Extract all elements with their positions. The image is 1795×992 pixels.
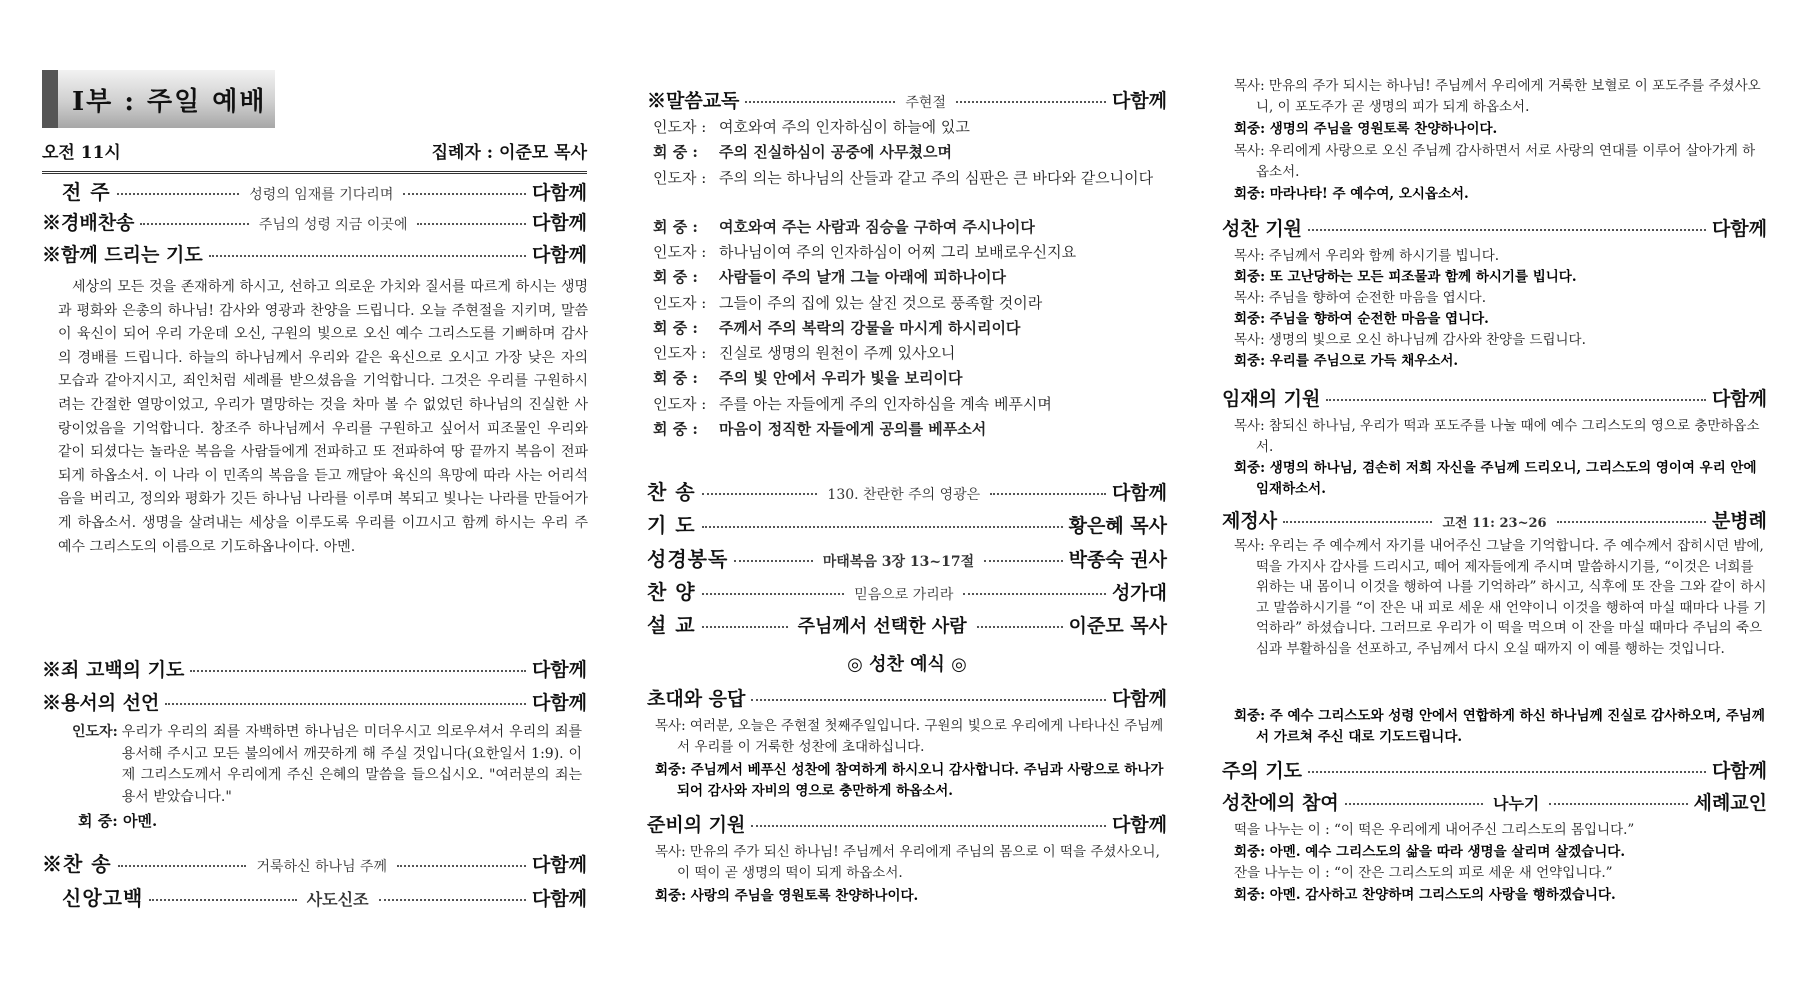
order-performer: 박종숙 권사 xyxy=(1068,549,1168,571)
order-label: ※함께 드리는 기도 xyxy=(42,244,203,266)
order-label: ※찬 송 xyxy=(42,852,112,876)
order-label: 성찬에의 참여 xyxy=(1222,792,1339,814)
order-item xyxy=(42,176,587,205)
order-label: ※용서의 선언 xyxy=(42,692,160,714)
leader-dots xyxy=(165,703,526,705)
order-performer: 이준모 목사 xyxy=(1068,615,1167,637)
leader-dots xyxy=(379,899,526,901)
responsive-leader xyxy=(653,116,1167,138)
leader-dots xyxy=(977,626,1063,628)
speaker-label: 인도자 : xyxy=(653,242,707,261)
speaker-label: 회 중 : xyxy=(653,268,698,287)
leader-dots xyxy=(1326,399,1706,401)
order-performer: 다함께 xyxy=(531,659,587,681)
order-performer: 다함께 xyxy=(531,244,587,266)
order-performer: 다함께 xyxy=(1711,388,1767,410)
order-performer: 다함께 xyxy=(531,888,588,910)
leader-dots xyxy=(734,560,813,562)
order-item xyxy=(647,810,1167,837)
order-item xyxy=(647,576,1167,605)
order-detail: 주현절 xyxy=(905,95,946,111)
responsive-congregation xyxy=(653,317,1167,339)
leader-dots xyxy=(209,255,526,257)
reading-text: 마음이 정직한 자들에게 공의를 베푸소서 xyxy=(719,420,987,438)
responsive-congregation xyxy=(653,141,1167,163)
order-item xyxy=(42,240,587,267)
order-label: 전 주 xyxy=(62,180,111,204)
order-item xyxy=(647,609,1167,638)
reading-text: 주께서 주의 복락의 강물을 마시게 하시리이다 xyxy=(719,318,1021,337)
service-info xyxy=(42,138,587,174)
speaker-label: 회 중 : xyxy=(653,420,698,438)
speaker-label: 회 중 : xyxy=(653,143,698,162)
leader-line: 잔을 나누는 이 : “이 잔은 그리스도의 피로 세운 새 언약입니다.” xyxy=(1234,865,1613,881)
order-performer: 다함께 xyxy=(1711,218,1767,240)
service-title: I부 : 주일 예배 xyxy=(42,70,275,128)
responsive-leader xyxy=(653,342,1167,364)
service-time: 오전 11시 xyxy=(42,143,121,163)
leader-line: 떡을 나누는 이 : “이 떡은 우리에게 내어주신 그리스도의 몸입니다.” xyxy=(1234,822,1635,838)
order-item xyxy=(42,848,587,877)
leader-dots xyxy=(990,493,1106,495)
reading-text: 하나님이여 주의 인자하심이 어찌 그리 보배로우신지요 xyxy=(719,242,1077,261)
leader-dots xyxy=(1557,521,1706,523)
speaker-label: 회 중 : xyxy=(653,318,698,337)
responsive-leader xyxy=(653,241,1167,263)
order-item xyxy=(647,476,1167,505)
order-performer: 분병례 xyxy=(1711,510,1768,532)
institution-pastor: 목사: 우리는 주 예수께서 자기를 내어주신 그날을 기억합니다. 주 예수께서 잡히시던 밤에, 떡을 가지사 감사를 드리시고, 떼어 제자들에게 주시며 말씀하시기를, “이것은 너희를 위하는 내 몸이니 이것을 행하여 나를 기억하라” 하시고, 식후에 또 잔을 그와 같이 하시고 말씀하시기를 “이 잔은 내 피로 세운 새 언약이니 이것을 행하여 마실 때마다 나를 기억하라” 하셨습니다. 그러므로 우리가 이 떡을 먹으며 이 잔을 마실 때마다 주님의 죽으심과 부활하심을 선포하고, 주님께서 다시 오실 때까지 이 예를 행하는 것입니다. xyxy=(1234,538,1767,657)
responsive-congregation xyxy=(653,418,1167,440)
order-performer: 다함께 xyxy=(531,692,587,714)
order-performer: 다함께 xyxy=(531,212,588,234)
leader-dots xyxy=(751,825,1106,827)
leader-dots xyxy=(149,899,296,901)
order-item xyxy=(42,882,587,911)
order-item xyxy=(42,655,587,682)
order-item xyxy=(1222,756,1767,783)
order-detail: 성령의 임재를 기다리며 xyxy=(249,187,394,203)
speaker-label: 회 중 : xyxy=(653,217,698,236)
order-detail: 사도신조 xyxy=(306,890,369,909)
order-label: 찬 양 xyxy=(647,580,696,604)
leader-dots xyxy=(1345,803,1483,805)
leader-dots xyxy=(1308,229,1706,231)
leader-dots xyxy=(117,193,240,195)
epiclesis-congregation: 회중: 생명의 하나님, 겸손히 저희 자신을 주님께 드리오니, 그리스도의 영이여 우리 안에 임재하소서. xyxy=(1234,460,1757,497)
reading-text: 주의 빛 안에서 우리가 빛을 보리이다 xyxy=(719,369,963,388)
leader-dots xyxy=(956,101,1106,103)
order-label: 제정사 xyxy=(1222,510,1278,532)
order-label: 임재의 기원 xyxy=(1222,388,1321,410)
order-item xyxy=(42,688,587,715)
order-detail: 믿음으로 가리라 xyxy=(854,587,954,603)
order-label: 초대와 응답 xyxy=(647,688,746,710)
reading-text: 여호와여 주는 사람과 짐승을 구하여 주시나이다 xyxy=(719,217,1035,236)
order-detail: 130. 찬란한 주의 영광은 xyxy=(827,487,981,503)
order-item xyxy=(647,509,1167,538)
order-detail: 마태복음 3장 13~17절 xyxy=(822,554,975,570)
congregation-line: 회중: 아멘. 감사하고 찬양하며 그리스도의 사랑을 행하겠습니다. xyxy=(1234,886,1616,903)
speaker-label: 인도자 : xyxy=(653,394,707,413)
leader-dots xyxy=(1308,771,1706,773)
order-performer: 황은혜 목사 xyxy=(1068,515,1167,537)
speaker-label: 인도자 : xyxy=(653,168,707,187)
reading-text: 주를 아는 자들에게 주의 인자하심을 계속 베푸시며 xyxy=(719,394,1052,413)
institution-congregation: 회중: 주 예수 그리스도와 성령 안에서 연합하게 하신 하나님께 진실로 감사하오며, 주님께서 가르쳐 주신 대로 기도드립니다. xyxy=(1234,708,1765,745)
leader-dots xyxy=(745,101,895,103)
leader-dots xyxy=(140,223,248,225)
amen-speaker: 회 중: xyxy=(78,812,118,830)
order-performer: 다함께 xyxy=(1111,482,1168,504)
leader-dots xyxy=(702,493,818,495)
order-performer: 성가대 xyxy=(1111,582,1168,604)
leader-dots xyxy=(190,670,526,672)
congregation-line: 회중: 주님을 향하여 순전한 마음을 엽니다. xyxy=(1234,311,1489,327)
speaker-label: 인도자 : xyxy=(653,344,707,363)
leader-line: 목사: 생명의 빛으로 오신 하나님께 감사와 찬양을 드립니다. xyxy=(1234,332,1586,348)
order-item xyxy=(1222,506,1767,533)
leader-dots xyxy=(702,593,845,595)
responsive-leader xyxy=(653,292,1167,314)
prayer-text: 세상의 모든 것을 존재하게 하시고, 선하고 의로운 가치와 질서를 따르게 하시는 생명과 평화와 은총의 하나님! 감사와 영광과 찬양을 드립니다. 오늘 주현절을 지키며, 말씀이 육신이 되어 우리 가운데 오신, 구원의 빛으로 오신 예수 그리스도를 기뻐하며 감사의 경배를 드립니다. 하늘의 하나님께서 우리와 같은 육신으로 오시고 가장 낮은 자의 모습과 같아지시고, 죄인처럼 세례를 받으셨음을 기억합니다. 그것은 우리를 구원하시려는 간절한 열망이었고, 우리가 멸망하는 것을 차마 볼 수 없었던 하나님의 진실한 사랑이었음을 기억합니다. 창조주 하나님께서 우리를 구원하고 싶어서 피조물인 우리와 같이 되셨다는 놀라운 복음을 사람들에게 전파하고 또 전파하여 땅 끝까지 복음이 전파되게 하옵소서. 이 나라 이 민족의 복음을 듣고 깨달아 육신의 욕망에 따라 사는 어리석음을 버리고, 정의와 평화가 깃든 하나님 나라를 이루며 복되고 빛나는 나라를 만들어가게 하옵소서. 생명을 살려내는 세상을 이루도록 우리를 이끄시고 함께 하시는 우리 주 예수 그리스도의 이름으로 기도하옵나이다. 아멘. xyxy=(58,279,588,555)
invite-pastor: 목사: 여러분, 오늘은 주현절 첫째주일입니다. 구원의 빛으로 우리에게 나타나신 주님께서 우리를 이 거룩한 성찬에 초대하십니다. xyxy=(655,718,1164,755)
absolution-speaker: 인도자: xyxy=(72,724,118,740)
order-item xyxy=(647,684,1167,711)
order-label: 성찬 기원 xyxy=(1222,218,1303,240)
order-label: ※경배찬송 xyxy=(42,212,135,234)
leader-dots xyxy=(1549,803,1687,805)
order-item xyxy=(647,86,1167,113)
epiclesis-pastor: 목사: 참되신 하나님, 우리가 떡과 포도주를 나눌 때에 예수 그리스도의 영으로 충만하옵소서. xyxy=(1234,418,1760,455)
congregation-line: 회중: 또 고난당하는 모든 피조물과 함께 하시기를 빕니다. xyxy=(1234,269,1577,285)
absolution-text: 우리가 우리의 죄를 자백하면 하나님은 미더우시고 의로우셔서 우리의 죄를 용서해 주시고 모든 불의에서 깨끗하게 해 주실 것입니다(요한일서 1:9). 이제 그리스도께서 우리에게 주신 은혜의 말씀을 들으십시오. "여러분의 죄는 용서 받았습니다." xyxy=(121,724,582,805)
responsive-leader xyxy=(653,393,1167,415)
order-performer: 다함께 xyxy=(1711,760,1767,782)
congregation-line: 회중: 아멘. 예수 그리스도의 삶을 따라 생명을 살리며 살겠습니다. xyxy=(1234,843,1626,860)
order-label: ※말씀교독 xyxy=(647,90,740,112)
leader-dots xyxy=(403,193,526,195)
reading-text: 주의 진실하심이 공중에 사무쳤으며 xyxy=(719,143,953,162)
leader-dots xyxy=(751,699,1106,701)
order-label: 주의 기도 xyxy=(1222,760,1303,782)
speaker-label: 인도자 : xyxy=(653,293,707,312)
leader-dots xyxy=(702,626,788,628)
responsive-congregation xyxy=(653,367,1167,389)
order-item xyxy=(1222,384,1767,411)
leader-line: 목사: 주님을 향하여 순전한 마음을 엽시다. xyxy=(1234,290,1486,306)
order-label: ※죄 고백의 기도 xyxy=(42,659,185,681)
order-label: 준비의 기원 xyxy=(647,814,746,836)
prep-congregation: 회중: 사랑의 주님을 영원토록 찬양하나이다. xyxy=(655,888,919,904)
congregation-line: 회중: 우리를 주님으로 가득 채우소서. xyxy=(1234,353,1459,369)
responsive-leader xyxy=(653,167,1167,189)
order-item xyxy=(1222,214,1767,241)
service-leader: 집례자 : 이준모 목사 xyxy=(431,143,587,163)
order-item xyxy=(42,208,587,235)
order-performer: 다함께 xyxy=(531,182,587,204)
speaker-label: 인도자 : xyxy=(653,118,707,136)
leader-dots xyxy=(397,865,526,867)
leader-dots xyxy=(118,865,247,867)
sermon-title: 주님께서 선택한 사람 xyxy=(797,616,967,637)
maranatha-congregation: 회중: 마라나타! 주 예수여, 오시옵소서. xyxy=(1234,186,1469,202)
sacrament-heading: ◎ 성찬 예식 ◎ xyxy=(847,654,967,675)
leader-dots xyxy=(963,593,1106,595)
order-performer: 다함께 xyxy=(531,854,588,876)
order-performer: 다함께 xyxy=(1111,90,1167,112)
order-label: 설 교 xyxy=(647,613,696,637)
order-item xyxy=(1222,788,1767,815)
reading-text: 여호와여 주의 인자하심이 하늘에 있고 xyxy=(719,118,970,136)
responsive-congregation xyxy=(653,216,1167,238)
reading-text: 그들이 주의 집에 있는 살진 것으로 풍족할 것이라 xyxy=(719,293,1043,312)
responsive-congregation xyxy=(653,266,1167,288)
amen-text: 아멘. xyxy=(122,812,158,830)
prep-pastor: 목사: 만유의 주가 되신 하나님! 주님께서 우리에게 주님의 몸으로 이 떡을 주셨사오니, 이 떡이 곧 생명의 떡이 되게 하옵소서. xyxy=(655,844,1160,881)
order-performer: 다함께 xyxy=(1111,688,1167,710)
leader-dots xyxy=(1283,521,1432,523)
leader-line: 목사: 주님께서 우리와 함께 하시기를 빕니다. xyxy=(1234,248,1500,264)
order-performer: 세례교인 xyxy=(1693,792,1768,814)
solidarity-pastor: 목사: 우리에게 사랑으로 오신 주님께 감사하면서 서로 사랑의 연대를 이루어 살아가게 하옵소서. xyxy=(1234,143,1756,180)
order-label: 찬 송 xyxy=(647,480,696,504)
order-performer: 다함께 xyxy=(1111,814,1167,836)
leader-dots xyxy=(417,223,525,225)
order-label: 성경봉독 xyxy=(647,547,729,571)
order-detail: 거룩하신 하나님 주께 xyxy=(256,859,388,875)
reading-text: 사람들이 주의 날개 그늘 아래에 피하나이다 xyxy=(719,268,1006,287)
order-item xyxy=(647,543,1167,572)
reading-text: 진실로 생명의 원천이 주께 있사오니 xyxy=(719,344,956,363)
order-label: 기 도 xyxy=(647,513,696,537)
invite-congregation: 회중: 주님께서 베푸신 성찬에 참여하게 하시오니 감사합니다. 주님과 사랑으로 하나가 되어 감사와 자비의 영으로 충만하게 하옵소서. xyxy=(655,762,1164,799)
order-label: 신앙고백 xyxy=(62,886,144,910)
speaker-label: 회 중 : xyxy=(653,369,698,388)
order-detail: 나누기 xyxy=(1492,794,1540,813)
leader-dots xyxy=(984,560,1063,562)
absolution-block xyxy=(72,722,582,808)
leader-dots xyxy=(702,526,1063,528)
cup-pastor: 목사: 만유의 주가 되시는 하나님! 주님께서 우리에게 거룩한 보혈로 이 포도주를 주셨사오니, 이 포도주가 곧 생명의 피가 되게 하옵소서. xyxy=(1234,78,1761,115)
order-detail: 고전 11: 23~26 xyxy=(1442,516,1547,531)
order-detail: 주님의 성령 지금 이곳에 xyxy=(258,217,408,233)
reading-text: 주의 의는 하나님의 산들과 같고 주의 심판은 큰 바다와 같으니이다 xyxy=(719,168,1154,187)
amen-response xyxy=(78,810,157,831)
cup-congregation: 회중: 생명의 주님을 영원토록 찬양하나이다. xyxy=(1234,121,1498,137)
